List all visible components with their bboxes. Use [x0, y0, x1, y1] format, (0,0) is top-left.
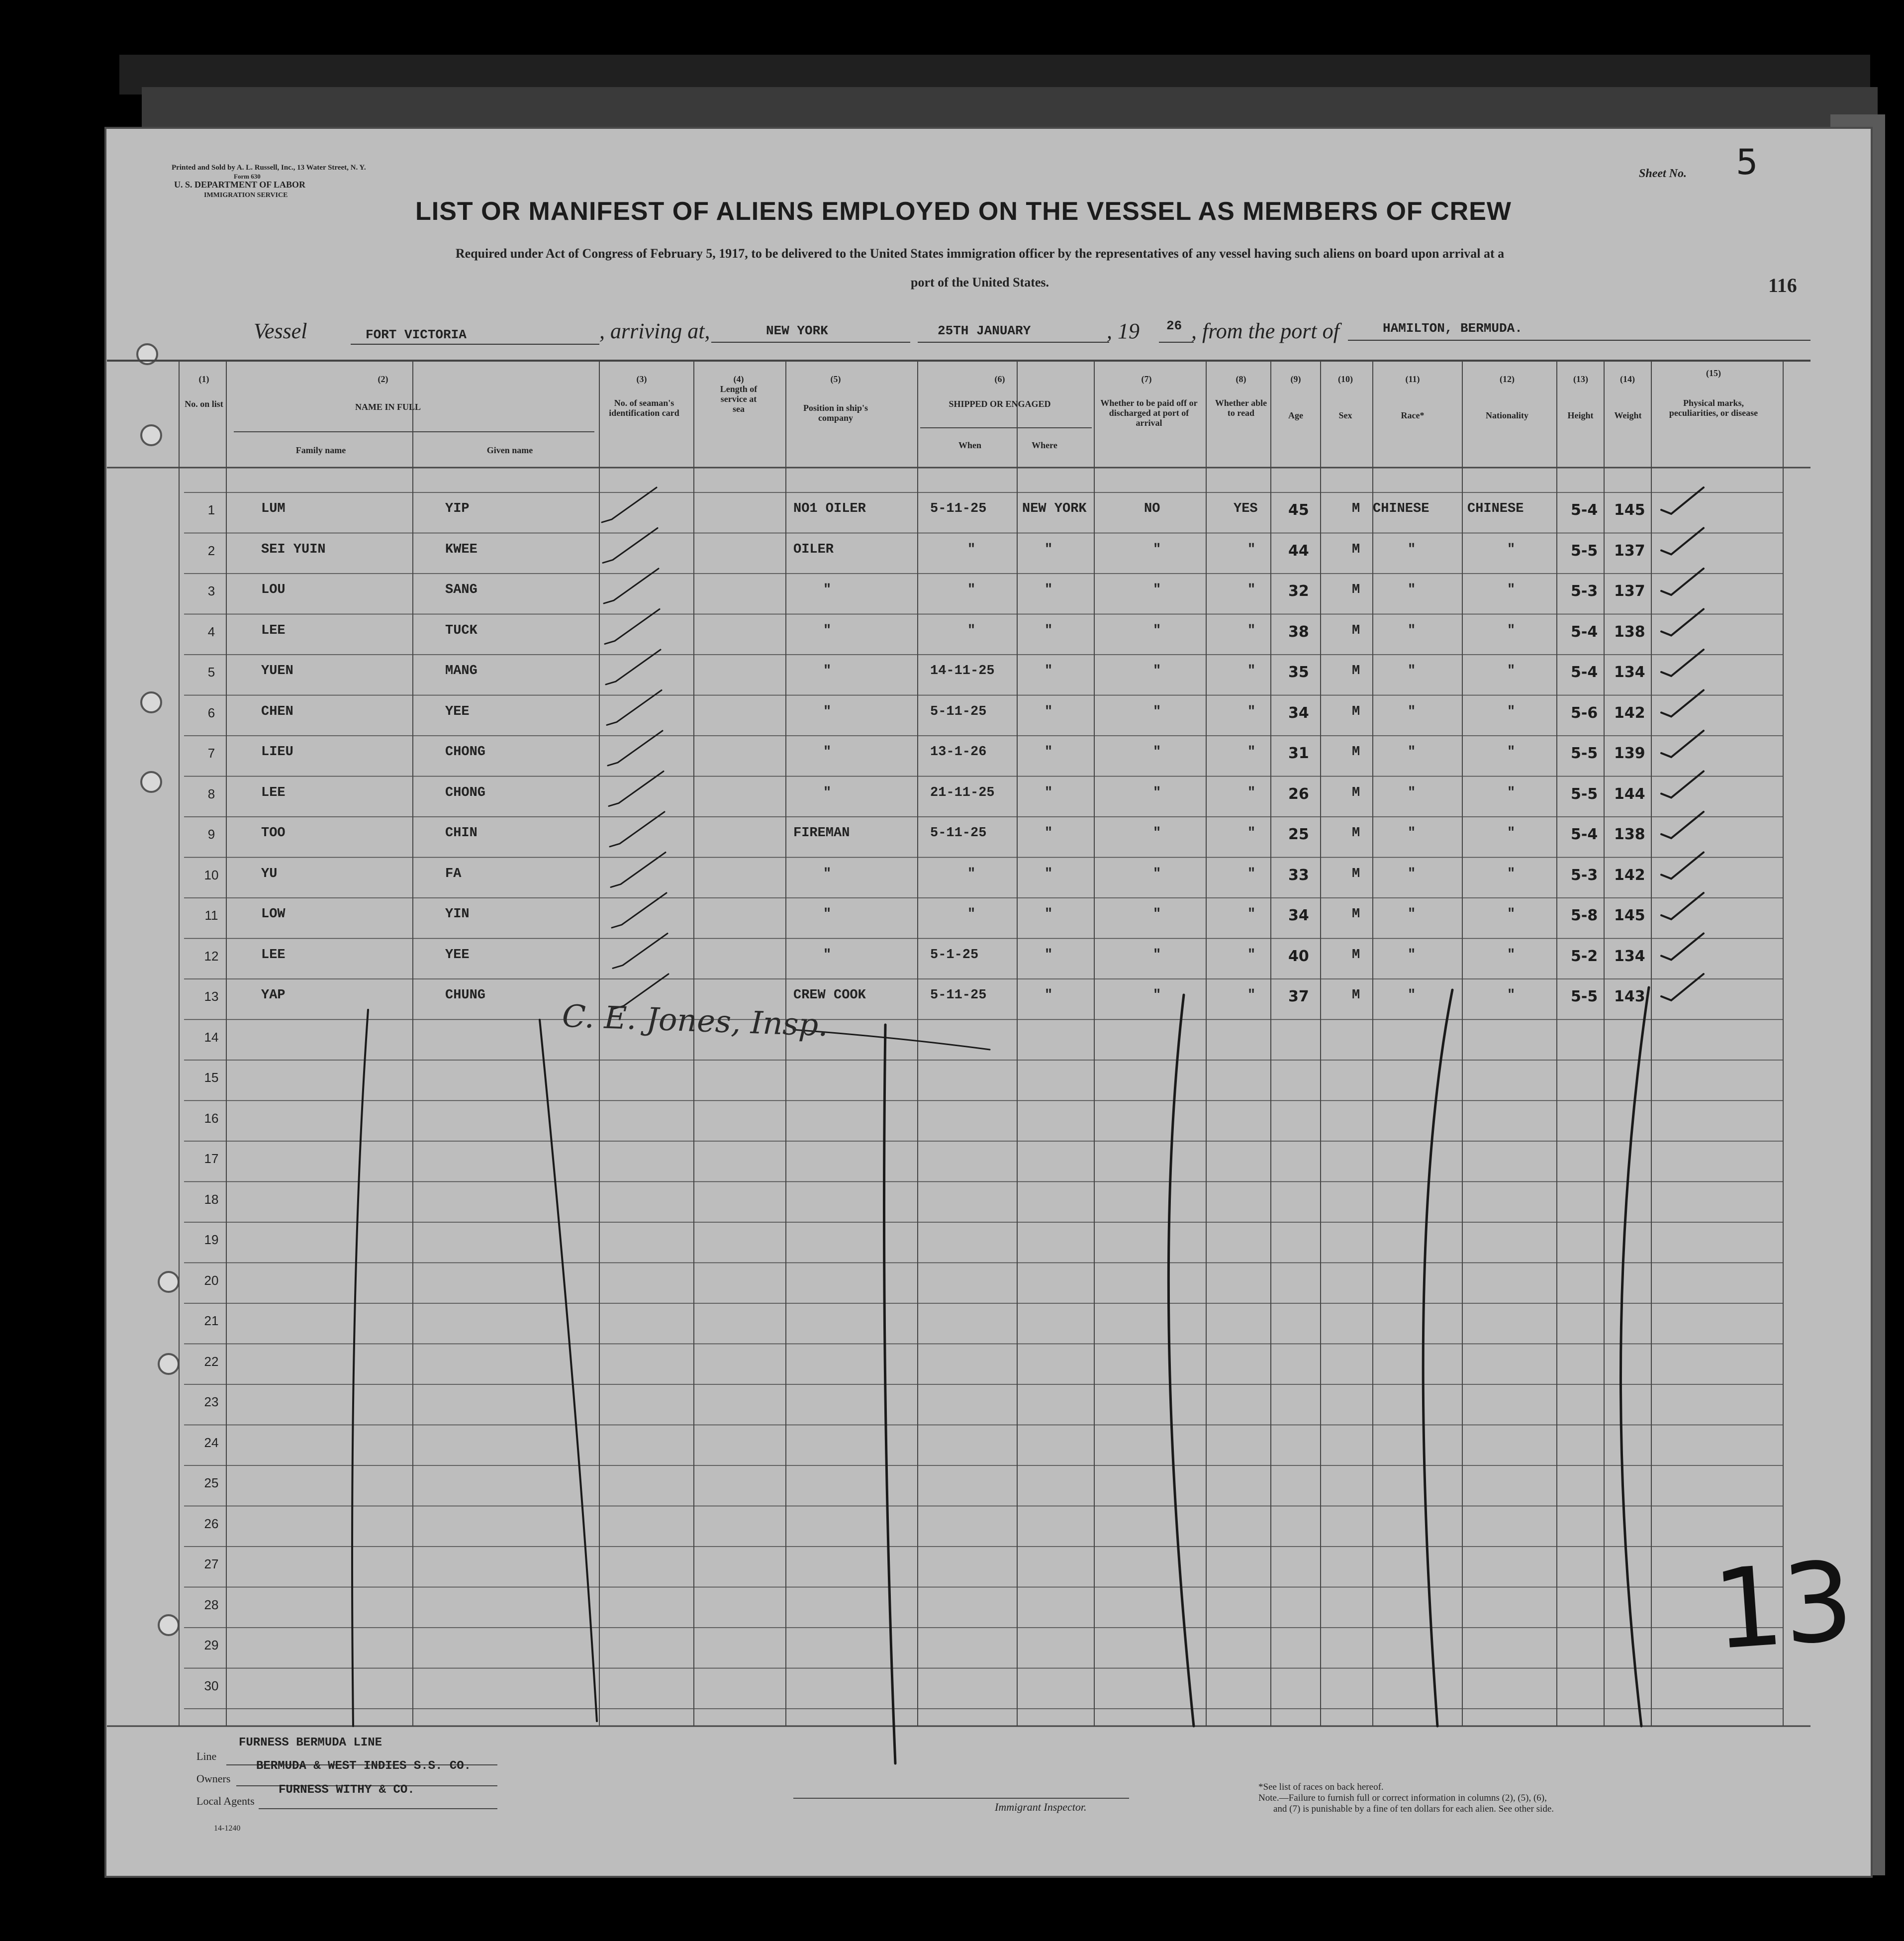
col6-number: (6) — [994, 374, 1005, 384]
row-number: 24 — [204, 1435, 219, 1450]
row-number: 1 — [207, 502, 215, 517]
nationality: " — [1507, 947, 1516, 963]
row-number: 16 — [204, 1110, 219, 1126]
given-name: YIN — [445, 907, 470, 922]
printer-line: Printed and Sold by A. L. Russell, Inc., 13 Water Street, N. Y. — [172, 164, 366, 172]
sheet-number-label: Sheet No. — [1639, 167, 1687, 180]
row-number: 17 — [204, 1151, 219, 1166]
form-code: 14-1240 — [214, 1824, 241, 1833]
fine-note-1: Note.—Failure to furnish full or correct information in columns (2), (5), (6), — [1258, 1793, 1547, 1803]
row-number: 25 — [204, 1475, 219, 1490]
age: 40 — [1288, 947, 1309, 965]
position: " — [823, 664, 832, 679]
paid-off: " — [1153, 582, 1161, 597]
family-name: LEE — [261, 623, 286, 638]
family-name: LEE — [261, 947, 286, 963]
able-to-read: " — [1247, 623, 1256, 638]
family-name: LEE — [261, 785, 286, 800]
form-number: Form 630 — [234, 173, 261, 180]
col11-header: Race* — [1401, 410, 1425, 420]
able-to-read: " — [1247, 542, 1256, 557]
row-number: 11 — [204, 908, 218, 923]
shipped-where: " — [1045, 704, 1053, 719]
year-prefix: , 19 — [1107, 319, 1140, 343]
sex: M — [1352, 704, 1360, 719]
form-title: LIST OR MANIFEST OF ALIENS EMPLOYED ON THE VESSEL AS MEMBERS OF CREW — [415, 197, 1512, 226]
agents-label: Local Agents — [196, 1795, 255, 1807]
shipped-where: " — [1045, 623, 1053, 638]
from-port: HAMILTON, BERMUDA. — [1383, 321, 1523, 336]
page-number: 116 — [1768, 274, 1797, 296]
year-suffix: 26 — [1166, 318, 1182, 333]
col5-header: Position in ship's company — [803, 403, 868, 423]
able-to-read: YES — [1234, 501, 1258, 516]
row-number: 19 — [204, 1232, 219, 1247]
given-name: CHONG — [445, 745, 486, 760]
position: " — [823, 947, 832, 963]
col4-header: Length of service at sea — [720, 384, 758, 414]
sex: M — [1352, 988, 1360, 1003]
family-name: LOU — [261, 582, 286, 597]
paid-off: " — [1153, 947, 1161, 963]
row-number: 23 — [204, 1394, 219, 1409]
line-label: Line — [196, 1750, 217, 1762]
shipped-where: " — [1045, 988, 1053, 1003]
inspector-label: Immigrant Inspector. — [995, 1801, 1087, 1813]
fine-note-2: and (7) is punishable by a fine of ten dollars for each alien. See other side. — [1273, 1804, 1554, 1814]
nationality: " — [1507, 704, 1516, 719]
shipped-when: 13-1-26 — [930, 745, 987, 760]
row-number: 5 — [207, 665, 215, 679]
col6-when-header: When — [958, 440, 981, 450]
shipped-where: " — [1045, 745, 1053, 760]
race: " — [1408, 947, 1416, 963]
height: 5-6 — [1571, 704, 1598, 722]
col14-number: (14) — [1620, 374, 1635, 384]
weight: 142 — [1614, 704, 1645, 722]
nationality: " — [1507, 907, 1516, 922]
col9-header: Age — [1288, 410, 1303, 420]
nationality: " — [1507, 988, 1516, 1003]
family-name: YAP — [261, 988, 286, 1003]
nationality: " — [1507, 866, 1516, 881]
family-name: LIEU — [261, 745, 293, 760]
shipped-where: NEW YORK — [1022, 501, 1087, 516]
service-name: IMMIGRATION SERVICE — [204, 192, 288, 199]
sex: M — [1352, 947, 1360, 963]
weight: 134 — [1614, 664, 1645, 681]
shipped-where: " — [1045, 785, 1053, 800]
able-to-read: " — [1247, 826, 1256, 841]
shipped-where: " — [1045, 826, 1053, 841]
given-name: CHONG — [445, 785, 486, 800]
from-port-label: , from the port of — [1191, 319, 1339, 343]
vessel-name: FORT VICTORIA — [366, 327, 467, 342]
paid-off: NO — [1144, 501, 1160, 516]
shipped-when: 5-11-25 — [930, 826, 987, 841]
row-number: 28 — [204, 1597, 219, 1612]
nationality: " — [1507, 582, 1516, 597]
position: " — [823, 623, 832, 638]
col14-header: Weight — [1614, 410, 1642, 420]
shipped-when: 5-11-25 — [930, 704, 987, 719]
given-name: TUCK — [445, 623, 477, 638]
col7-header: Whether to be paid off or discharged at port of arrival — [1100, 398, 1198, 428]
row-number: 21 — [204, 1313, 219, 1328]
given-name: MANG — [445, 664, 477, 679]
shipped-when: " — [967, 623, 976, 638]
weight: 143 — [1614, 988, 1645, 1005]
paid-off: " — [1153, 988, 1161, 1003]
col15-header: Physical marks, peculiarities, or disease — [1669, 398, 1758, 418]
col2-given-header: Given name — [486, 445, 533, 455]
family-name: CHEN — [261, 704, 293, 719]
age: 34 — [1288, 907, 1309, 924]
height: 5-3 — [1571, 866, 1598, 884]
able-to-read: " — [1247, 664, 1256, 679]
height: 5-5 — [1571, 745, 1598, 762]
form-subtitle-line1: Required under Act of Congress of February 5, 1917, to be delivered to the United States immigration officer by the representatives of any vessel having such aliens on board upon arrival at a — [455, 246, 1505, 261]
age: 38 — [1288, 623, 1309, 641]
sex: M — [1352, 907, 1360, 922]
col13-number: (13) — [1573, 374, 1588, 384]
paid-off: " — [1153, 866, 1161, 881]
weight: 137 — [1614, 542, 1645, 560]
shipped-when: 5-1-25 — [930, 947, 979, 963]
shipped-where: " — [1045, 582, 1053, 597]
age: 31 — [1288, 745, 1309, 762]
row-number: 29 — [204, 1638, 219, 1652]
given-name: CHIN — [445, 826, 477, 841]
family-name: LOW — [261, 907, 286, 922]
height: 5-2 — [1571, 947, 1598, 965]
col3-header: No. of seaman's identification card — [609, 398, 679, 418]
col3-number: (3) — [636, 374, 647, 384]
paid-off: " — [1153, 542, 1161, 557]
race: " — [1408, 582, 1416, 597]
row-number: 7 — [207, 746, 215, 761]
col11-number: (11) — [1405, 374, 1420, 384]
sex: M — [1352, 785, 1360, 800]
able-to-read: " — [1247, 704, 1256, 719]
height: 5-4 — [1571, 664, 1598, 681]
department-name: U. S. DEPARTMENT OF LABOR — [174, 180, 306, 190]
able-to-read: " — [1247, 785, 1256, 800]
nationality: " — [1507, 785, 1516, 800]
position: " — [823, 907, 832, 922]
col8-header: Whether able to read — [1215, 398, 1267, 418]
shipped-when: " — [967, 582, 976, 597]
race: " — [1408, 866, 1416, 881]
family-name: LUM — [261, 501, 286, 516]
given-name: CHUNG — [445, 988, 486, 1003]
sex: M — [1352, 664, 1360, 679]
paid-off: " — [1153, 785, 1161, 800]
vessel-label: Vessel — [254, 319, 307, 343]
sex: M — [1352, 582, 1360, 597]
shipped-when: 5-11-25 — [930, 988, 987, 1003]
weight: 137 — [1614, 582, 1645, 600]
col10-number: (10) — [1338, 374, 1353, 384]
paid-off: " — [1153, 664, 1161, 679]
family-name: YU — [261, 866, 278, 881]
agents-value: FURNESS WITHY & CO. — [279, 1783, 415, 1797]
able-to-read: " — [1247, 947, 1256, 963]
row-number: 22 — [204, 1354, 219, 1369]
col13-header: Height — [1567, 410, 1594, 420]
col2-family-header: Family name — [295, 445, 346, 455]
row-number: 12 — [204, 948, 219, 964]
col2-header: NAME IN FULL — [355, 402, 421, 412]
position: CREW COOK — [793, 988, 866, 1003]
col12-number: (12) — [1500, 374, 1515, 384]
nationality: " — [1507, 623, 1516, 638]
age: 33 — [1288, 866, 1309, 884]
height: 5-5 — [1571, 542, 1598, 560]
row-number: 15 — [204, 1070, 219, 1085]
row-number: 10 — [204, 867, 219, 882]
height: 5-4 — [1571, 623, 1598, 641]
col6-header: SHIPPED OR ENGAGED — [949, 399, 1051, 409]
given-name: FA — [445, 866, 462, 881]
paid-off: " — [1153, 826, 1161, 841]
form-subtitle-line2: port of the United States. — [910, 275, 1049, 290]
sex: M — [1352, 745, 1360, 760]
sex: M — [1352, 866, 1360, 881]
shipped-where: " — [1045, 866, 1053, 881]
race: " — [1408, 664, 1416, 679]
paid-off: " — [1153, 623, 1161, 638]
shipped-where: " — [1045, 947, 1053, 963]
position: NO1 OILER — [793, 501, 866, 516]
col5-number: (5) — [830, 374, 841, 384]
inspector-signature: C. E. Jones, Insp. — [561, 997, 829, 1044]
shipped-when: " — [967, 907, 976, 922]
row-number: 3 — [207, 583, 215, 598]
race: CHINESE — [1373, 501, 1429, 516]
arriving-port: NEW YORK — [766, 323, 828, 338]
paid-off: " — [1153, 745, 1161, 760]
row-number: 8 — [207, 786, 215, 801]
race: " — [1408, 988, 1416, 1003]
nationality: CHINESE — [1467, 501, 1524, 516]
position: " — [823, 785, 832, 800]
weight: 134 — [1614, 947, 1645, 965]
col2-number: (2) — [378, 374, 388, 384]
sex: M — [1352, 826, 1360, 841]
sex: M — [1352, 501, 1360, 516]
age: 25 — [1288, 826, 1309, 843]
race: " — [1408, 785, 1416, 800]
shipped-when: " — [967, 542, 976, 557]
owners-value: BERMUDA & WEST INDIES S.S. CO. — [256, 1759, 472, 1773]
able-to-read: " — [1247, 745, 1256, 760]
weight: 142 — [1614, 866, 1645, 884]
race: " — [1408, 745, 1416, 760]
shipped-where: " — [1045, 542, 1053, 557]
arrival-date: 25TH JANUARY — [938, 323, 1031, 338]
row-number: 6 — [207, 705, 215, 720]
age: 37 — [1288, 988, 1309, 1005]
able-to-read: " — [1247, 907, 1256, 922]
position: " — [823, 582, 832, 597]
arriving-label: , arriving at, — [599, 319, 710, 343]
shipped-where: " — [1045, 664, 1053, 679]
weight: 138 — [1614, 623, 1645, 641]
weight: 145 — [1614, 907, 1645, 924]
age: 32 — [1288, 582, 1309, 600]
race: " — [1408, 623, 1416, 638]
row-number: 26 — [204, 1516, 219, 1531]
col8-number: (8) — [1236, 374, 1246, 384]
position: OILER — [793, 542, 834, 557]
position: " — [823, 745, 832, 760]
row-number: 20 — [204, 1272, 219, 1288]
age: 35 — [1288, 664, 1309, 681]
family-name: YUEN — [261, 664, 293, 679]
nationality: " — [1507, 664, 1516, 679]
nationality: " — [1507, 542, 1516, 557]
height: 5-4 — [1571, 501, 1598, 519]
given-name: YEE — [445, 947, 470, 963]
shipped-when: 5-11-25 — [930, 501, 987, 516]
position: FIREMAN — [793, 826, 850, 841]
weight: 138 — [1614, 826, 1645, 843]
line-value: FURNESS BERMUDA LINE — [239, 1736, 382, 1749]
col1-number: (1) — [198, 374, 209, 384]
age: 45 — [1288, 501, 1309, 519]
family-name: SEI YUIN — [261, 542, 326, 557]
races-note: *See list of races on back hereof. — [1258, 1782, 1384, 1792]
paid-off: " — [1153, 704, 1161, 719]
col10-header: Sex — [1338, 410, 1352, 420]
weight: 144 — [1614, 785, 1645, 803]
row-number: 30 — [204, 1678, 219, 1693]
able-to-read: " — [1247, 866, 1256, 881]
shipped-when: " — [967, 866, 976, 881]
sheet-number-value: 5 — [1736, 142, 1758, 183]
row-number: 14 — [204, 1029, 219, 1045]
given-name: YIP — [445, 501, 470, 516]
height: 5-5 — [1571, 988, 1598, 1005]
shipped-where: " — [1045, 907, 1053, 922]
race: " — [1408, 826, 1416, 841]
row-number: 13 — [204, 989, 219, 1004]
row-number: 4 — [207, 624, 215, 639]
height: 5-5 — [1571, 785, 1598, 803]
col1-header: No. on list — [185, 399, 223, 409]
shipped-when: 14-11-25 — [930, 664, 995, 679]
race: " — [1408, 704, 1416, 719]
given-name: SANG — [445, 582, 477, 597]
height: 5-8 — [1571, 907, 1598, 924]
able-to-read: " — [1247, 988, 1256, 1003]
age: 44 — [1288, 542, 1309, 560]
row-number: 27 — [204, 1556, 219, 1571]
crew-tally: 13 — [1709, 1537, 1857, 1674]
col12-header: Nationality — [1485, 410, 1528, 420]
row-number: 18 — [204, 1191, 219, 1207]
family-name: TOO — [261, 826, 286, 841]
paid-off: " — [1153, 907, 1161, 922]
weight: 145 — [1614, 501, 1645, 519]
col15-number: (15) — [1706, 368, 1721, 378]
sex: M — [1352, 623, 1360, 638]
position: " — [823, 704, 832, 719]
weight: 139 — [1614, 745, 1645, 762]
col7-number: (7) — [1141, 374, 1152, 384]
nationality: " — [1507, 745, 1516, 760]
col4-number: (4) — [733, 374, 744, 384]
able-to-read: " — [1247, 582, 1256, 597]
height: 5-4 — [1571, 826, 1598, 843]
col6-where-header: Where — [1032, 440, 1057, 450]
race: " — [1408, 542, 1416, 557]
sex: M — [1352, 542, 1360, 557]
race: " — [1408, 907, 1416, 922]
height: 5-3 — [1571, 582, 1598, 600]
owners-label: Owners — [196, 1772, 231, 1785]
row-number: 2 — [207, 543, 215, 558]
age: 34 — [1288, 704, 1309, 722]
position: " — [823, 866, 832, 881]
row-number: 9 — [207, 827, 215, 842]
given-name: KWEE — [445, 542, 477, 557]
age: 26 — [1288, 785, 1309, 803]
nationality: " — [1507, 826, 1516, 841]
given-name: YEE — [445, 704, 470, 719]
shipped-when: 21-11-25 — [930, 785, 995, 800]
col9-number: (9) — [1290, 374, 1301, 384]
